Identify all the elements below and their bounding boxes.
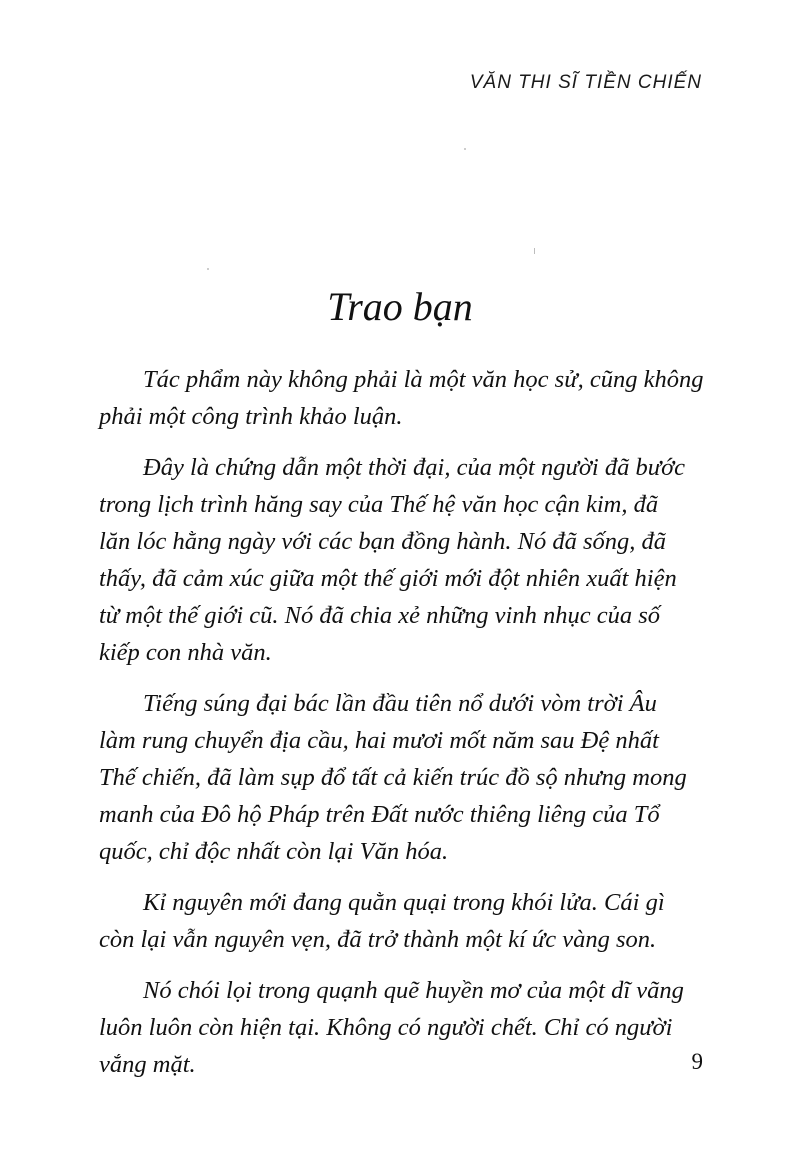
chapter-title: Trao bạn	[327, 284, 473, 329]
text-line: manh của Đô hộ Pháp trên Đất nước thiêng liêng của Tổ	[99, 801, 660, 828]
text-line: còn lại vẫn nguyên vẹn, đã trở thành một kí ức vàng son.	[99, 926, 657, 953]
text-line: luôn luôn còn hiện tại. Không có người chết. Chỉ có người	[99, 1014, 673, 1041]
text-line: Nó chói lọi trong quạnh quẽ huyền mơ của một dĩ vãng	[143, 977, 684, 1004]
paragraph-1	[99, 361, 711, 435]
running-header: VĂN THI SĨ TIỀN CHIẾN	[469, 72, 702, 93]
text-line: từ một thế giới cũ. Nó đã chia xẻ những vinh nhục của số	[99, 602, 661, 629]
paper-speck	[464, 148, 466, 150]
paragraph-4	[99, 884, 711, 958]
text-line: Tác phẩm này không phải là một văn học sử, cũng không	[143, 366, 704, 393]
body-text	[99, 361, 711, 1097]
paragraph-2	[99, 449, 711, 671]
text-line: Thế chiến, đã làm sụp đổ tất cả kiến trúc đồ sộ nhưng mong	[99, 764, 687, 791]
paragraph-5	[99, 972, 711, 1083]
text-line: Tiếng súng đại bác lần đầu tiên nổ dưới vòm trời Âu	[143, 690, 657, 717]
text-line: phải một công trình khảo luận.	[99, 403, 403, 430]
text-line: Kỉ nguyên mới đang quằn quại trong khói lửa. Cái gì	[143, 889, 665, 916]
text-line: kiếp con nhà văn.	[99, 639, 272, 666]
page-number: 9	[691, 1049, 703, 1074]
text-line: lăn lóc hằng ngày với các bạn đồng hành. Nó đã sống, đã	[99, 528, 666, 555]
text-line: trong lịch trình hăng say của Thế hệ văn học cận kim, đã	[99, 491, 659, 518]
text-line: vắng mặt.	[99, 1051, 196, 1078]
paper-speck	[207, 268, 209, 270]
paper-speck	[534, 248, 535, 254]
text-line: quốc, chỉ độc nhất còn lại Văn hóa.	[99, 838, 449, 865]
text-line: làm rung chuyển địa cầu, hai mươi mốt năm sau Đệ nhất	[99, 727, 659, 754]
text-line: thấy, đã cảm xúc giữa một thế giới mới đột nhiên xuất hiện	[99, 565, 677, 592]
text-line: Đây là chứng dẫn một thời đại, của một người đã bước	[143, 454, 686, 481]
paragraph-3	[99, 685, 711, 870]
